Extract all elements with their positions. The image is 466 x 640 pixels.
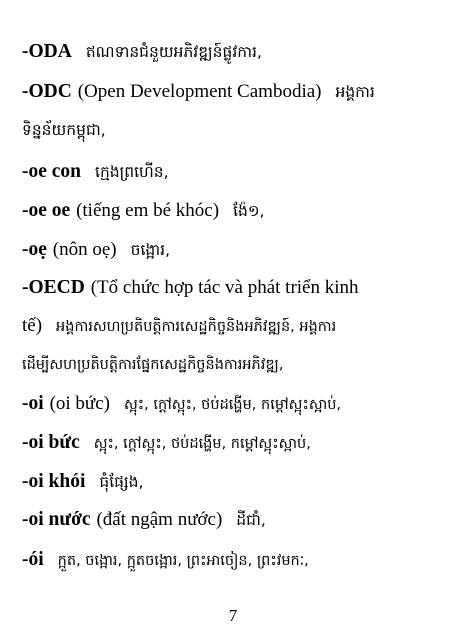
definition: ក្មេងព្រហើន, (95, 163, 169, 181)
headword: -oe oe (22, 200, 71, 221)
entry-oe-con (22, 160, 452, 184)
entry-odc (22, 80, 452, 104)
definition: ង៉ែ១, (233, 202, 265, 220)
definition: ឥណទានជំនួយអភិវឌ្ឍន៍ផ្លូវការ, (85, 43, 262, 61)
definition: ក្អួត, ចង្អោរ, ក្អួតចង្អោរ, ព្រះអាចៀន, ព្រះវមកៈ, (57, 553, 309, 569)
parenthetical: (nôn oẹ) (52, 239, 117, 260)
definition-continuation: ទិន្នន័យកម្ពុជា, (22, 121, 106, 139)
definition: ចង្អោរ, (130, 241, 171, 259)
parenthetical: (Open Development Cambodia) (77, 81, 322, 102)
definition-continuation: ដើម្បីសហប្រតិបត្តិការផ្នែកសេដ្ឋកិច្ចនិងការអភិវឌ្ឍ, (22, 357, 284, 373)
headword: -OECD (22, 277, 85, 298)
definition: អង្គការ (335, 83, 375, 101)
entry-oi (22, 392, 452, 417)
headword: -oi (22, 393, 44, 414)
headword: -ói (22, 549, 44, 570)
headword: -oi khói (22, 471, 86, 492)
entry-oe-oe (22, 199, 452, 223)
entry-oda (22, 40, 452, 64)
headword: -ODC (22, 81, 72, 102)
parenthetical: (Tổ chức hợp tác và phát triển kinh (90, 277, 359, 298)
page-number: 7 (228, 606, 238, 625)
definition: ធុំផ្សែង, (99, 473, 144, 491)
entry-oe-non (22, 238, 452, 262)
entry-oi-vomit (22, 548, 452, 573)
headword: -oi nước (22, 509, 91, 530)
parenthetical: (đất ngậm nước) (96, 509, 223, 530)
entry-oi-nuoc (22, 508, 452, 532)
headword: -oi bức (22, 432, 80, 453)
definition: ស្អុះ, ក្ដៅស្អុះ, ថប់ដង្ហើម, កម្ដៅស្អុះស្អាប់, (123, 397, 342, 413)
definition: ស្អុះ, ក្ដៅស្អុះ, ថប់ដង្ហើម, កម្ដៅស្អុះស្អាប់, (93, 436, 311, 452)
entry-oecd-continuation (22, 314, 452, 339)
parenthetical-continuation: tế) (22, 315, 43, 336)
entry-oecd-continuation-2 (22, 352, 452, 377)
definition-continuation: អង្គការសហប្រតិបត្តិការសេដ្ឋកិច្ចនិងអភិវឌ្ឍន៍, អង្គការ (56, 319, 337, 335)
entry-odc-continuation (22, 118, 452, 142)
definition: ដីជាំ, (236, 511, 266, 529)
parenthetical: (tiếng em bé khóc) (76, 200, 220, 221)
headword: -oe con (22, 161, 82, 182)
headword: -ODA (22, 41, 72, 62)
entry-oi-buc (22, 431, 452, 456)
parenthetical: (oi bức) (49, 393, 110, 414)
entry-oecd (22, 276, 452, 300)
headword: -oẹ (22, 239, 47, 260)
entry-oi-khoi (22, 470, 452, 494)
